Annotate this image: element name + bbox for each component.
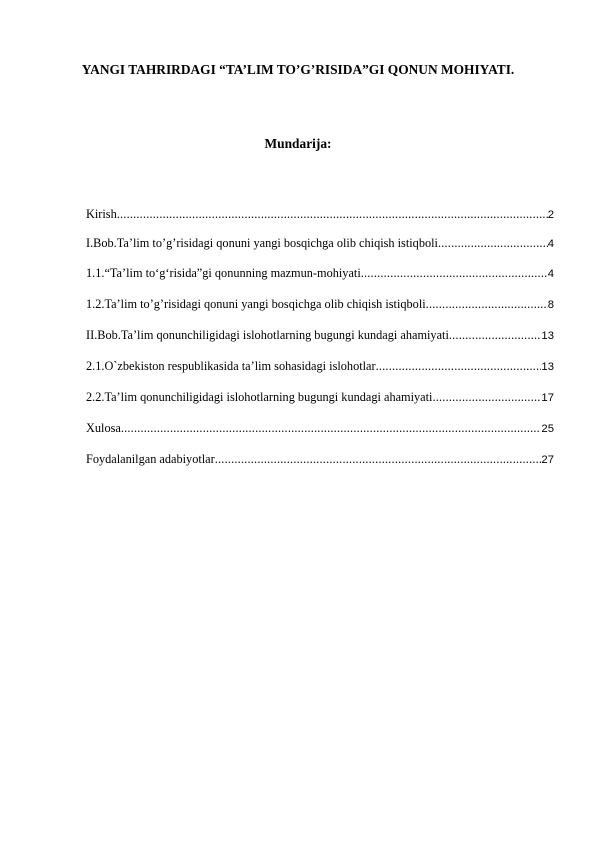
document-title: YANGI TAHRIRDAGI “TA’LIM TO’G’RISIDA”GI QONUN MOHIYATI. — [81, 62, 515, 77]
toc-entry-page: 4 — [547, 268, 554, 280]
toc-entry-label: I.Bob.Ta’lim to’g’risidagi qonuni yangi bosqichga olib chiqish istiqboli — [86, 236, 438, 250]
toc-entry-conclusion[interactable] — [86, 420, 554, 436]
contents-heading: Mundarija: — [264, 136, 332, 151]
toc-entry-page: 13 — [541, 330, 554, 342]
toc-leader-dots — [117, 206, 548, 222]
toc-entry-references[interactable] — [86, 451, 554, 467]
toc-entry-label: 1.1.“Ta’lim to‘g‘risida”gi qonunning mazmun-mohiyati — [86, 266, 361, 280]
toc-entry-label: Kirish — [86, 207, 117, 221]
toc-leader-dots — [449, 327, 542, 343]
toc-entry-page: 4 — [547, 238, 554, 250]
toc-entry-label: Foydalanilgan adabiyotlar — [86, 452, 215, 466]
toc-entry-page: 2 — [547, 209, 554, 221]
toc-entry-label: 2.2.Ta’lim qonunchiligidagi islohotlarning bugungi kundagi ahamiyati — [86, 390, 433, 404]
toc-entry-section-2-2[interactable] — [86, 389, 554, 405]
toc-leader-dots — [361, 265, 548, 281]
toc-entry-page: 25 — [541, 423, 554, 435]
toc-entry-section-1-2[interactable] — [86, 296, 554, 312]
toc-entry-page: 13 — [541, 361, 554, 373]
toc-entry-introduction[interactable] — [86, 206, 554, 222]
toc-leader-dots — [376, 358, 542, 374]
toc-entry-label: 1.2.Ta’lim to’g’risidagi qonuni yangi bosqichga olib chiqish istiqboli — [86, 297, 426, 311]
toc-entry-chapter-2[interactable] — [86, 327, 554, 343]
toc-entry-label: II.Bob.Ta’lim qonunchiligidagi islohotlarning bugungi kundagi ahamiyati — [86, 328, 449, 342]
toc-entry-label: 2.1.O`zbekiston respublikasida ta’lim sohasidagi islohotlar — [86, 359, 376, 373]
toc-leader-dots — [438, 235, 548, 251]
toc-entry-section-2-1[interactable] — [86, 358, 554, 374]
toc-leader-dots — [426, 296, 548, 312]
toc-entry-chapter-1[interactable] — [86, 235, 554, 251]
toc-leader-dots — [121, 420, 542, 436]
toc-entry-page: 27 — [541, 454, 554, 466]
toc-leader-dots — [432, 389, 541, 405]
toc-entry-page: 8 — [547, 299, 554, 311]
toc-leader-dots — [215, 451, 542, 467]
toc-entry-page: 17 — [541, 392, 554, 404]
toc-entry-section-1-1[interactable] — [86, 265, 554, 281]
toc-entry-label: Xulosa — [86, 421, 121, 435]
